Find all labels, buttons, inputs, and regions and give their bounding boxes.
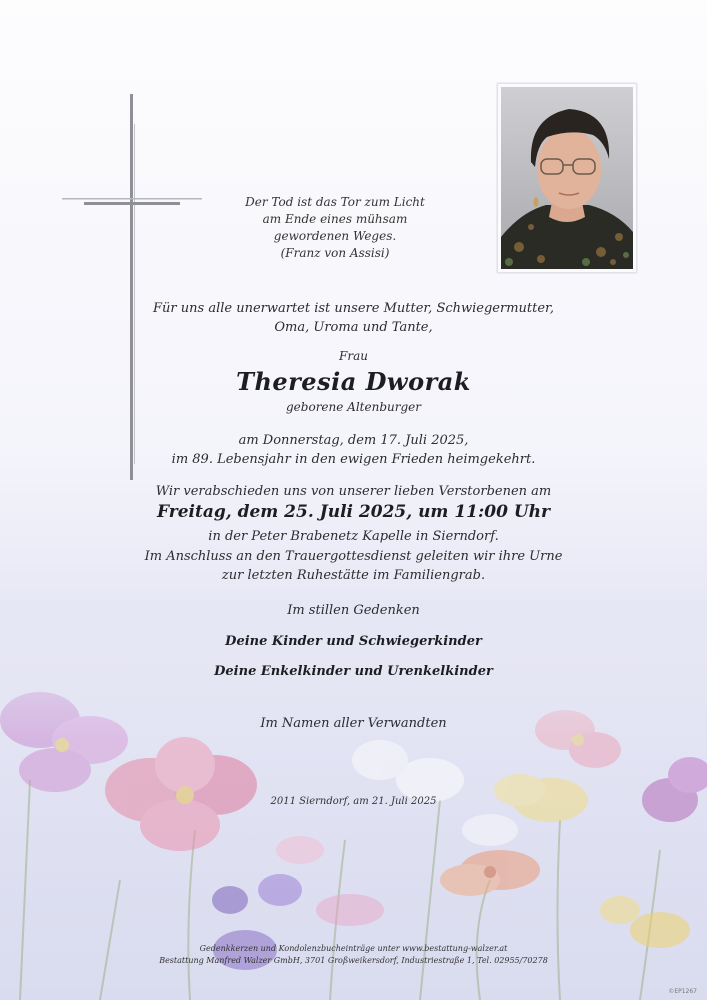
- mourners-group: Deine Enkelkinder und Urenkelkinder: [214, 664, 493, 679]
- death-line: im 89. Lebensjahr in den ewigen Frieden heimgekehrt.: [171, 452, 536, 467]
- quote-author: (Franz von Assisi): [280, 246, 390, 260]
- funeral-date-time: Freitag, dem 25. Juli 2025, um 11:00 Uhr: [156, 502, 550, 522]
- farewell-line: Wir verabschieden uns von unserer lieben Verstorbenen am: [155, 484, 552, 499]
- quote-line: Der Tod ist das Tor zum Licht: [245, 195, 425, 209]
- deceased-name: Theresia Dworak: [236, 367, 471, 396]
- funeral-location: in der Peter Brabenetz Kapelle in Sierndorf.: [208, 529, 499, 544]
- place-date: 2011 Sierndorf, am 21. Juli 2025: [270, 796, 437, 807]
- salutation: Frau: [339, 349, 368, 363]
- footer-line: Bestattung Manfred Walzer GmbH, 3701 Großweikersdorf, Industriestraße 1, Tel. 02955/70278: [159, 956, 548, 965]
- corner-code: ©EP1267: [668, 988, 697, 995]
- mourners-group: Deine Kinder und Schwiegerkinder: [225, 634, 482, 649]
- footer-line: Gedenkkerzen und Kondolenzbucheinträge unter www.bestattung-walzer.at: [199, 944, 508, 953]
- mourners-intro: Im stillen Gedenken: [287, 603, 420, 618]
- death-line: am Donnerstag, dem 17. Juli 2025,: [238, 433, 469, 448]
- intro-line: Oma, Uroma und Tante,: [274, 320, 433, 335]
- farewell-line: Im Anschluss an den Trauergottesdienst geleiten wir ihre Urne: [144, 549, 563, 564]
- intro-line: Für uns alle unerwartet ist unsere Mutter, Schwiegermutter,: [153, 301, 554, 316]
- mourners-closing: Im Namen aller Verwandten: [260, 716, 447, 731]
- birth-name: geborene Altenburger: [286, 400, 421, 414]
- portrait-frame: [497, 83, 637, 273]
- farewell-line: zur letzten Ruhestätte im Familiengrab.: [221, 568, 486, 583]
- portrait-photo: [501, 87, 633, 269]
- quote-line: am Ende eines mühsam gewordenen Weges.: [262, 212, 408, 243]
- memorial-quote: [230, 194, 440, 262]
- cross-icon: [62, 94, 202, 480]
